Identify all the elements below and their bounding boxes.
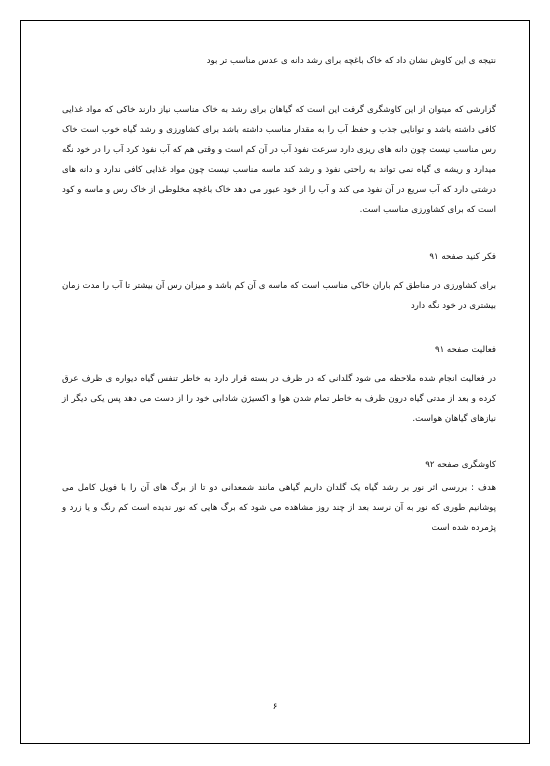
activity-section-text: در فعالیت انجام شده ملاحظه می شود گلدانی که در ظرف در بسته قرار دارد به خاطر تنفس گیاه دیواره ی ظرف عرق کرده و بعد از مدتی گیاه درون ظرف به خاطر تمام شدن هوا و اکسیژن شادابی خود را از دست می دهد پس یکی دیگر از نیازهای گیاهان هواست. (62, 374, 496, 424)
activity-section-heading: فعالیت صفحه ۹۱ (434, 345, 496, 355)
think-section-text: برای کشاورزی در مناطق کم باران خاکی مناسب است که ماسه ی آن کم باشد و میزان رس آن بیشتر تا آب را مدت زمان بیشتری در خود نگه دارد (62, 281, 496, 311)
think-section-heading: فکر کنید صفحه ۹۱ (429, 252, 496, 262)
page-number: ۶ (272, 702, 278, 712)
explore-section-heading: کاوشگری صفحه ۹۲ (425, 460, 496, 470)
document-body (62, 51, 496, 538)
conclusion-paragraph: نتیجه ی این کاوش نشان داد که خاک باغچه برای رشد دانه ی عدس مناسب تر بود (206, 56, 496, 66)
explore-section-text: هدف : بررسی اثر نور بر رشد گیاه یک گلدان داریم گیاهی مانند شمعدانی دو تا از برگ های آن را با فویل کامل می پوشانیم طوری که نور به آن نرسد بعد از چند روز مشاهده می شود که برگ هایی که نور ندیده است کم رنگ و یا زرد و پژمرده شده است (62, 483, 496, 533)
report-paragraph: گزارشی که میتوان از این کاوشگری گرفت این است که گیاهان برای رشد به خاک مناسب نیاز دارند خاکی که مواد غذایی کافی داشته باشد و توانایی جذب و حفظ آب را به مقدار مناسب داشته باشد برای کشاورزی و رشد گیاه خوب است خاک رس مناسب نیست چون دانه های ریزی دارد سرعت نفوذ آب در آن کم است و وقتی هم که آب نفوذ کرد آب را در خود نگه میدارد و ریشه ی گیاه نمی تواند به راحتی نفوذ و رشد کند ماسه مناسب نیست چون مواد غذایی کافی ندارد و دانه های درشتی دارد که آب سریع در آن نفوذ می کند و آب را از خود عبور می دهد خاک باغچه مخلوطی از خاک رس و ماسه و کود است که برای کشاورزی مناسب است. (62, 105, 496, 215)
